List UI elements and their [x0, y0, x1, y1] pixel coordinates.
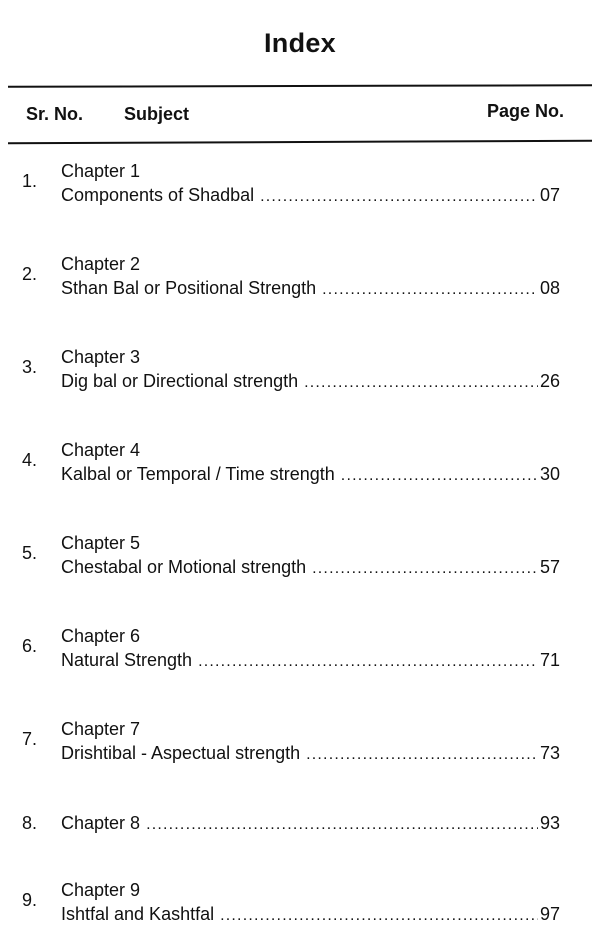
- entry-chapter: Chapter 4: [61, 440, 141, 460]
- entry-leader-line: [61, 743, 560, 764]
- entry-page: 73: [539, 743, 560, 763]
- entry-number: 9.: [22, 890, 38, 910]
- entry-number: 1.: [22, 171, 38, 191]
- index-entry: [0, 161, 600, 221]
- entry-number: 8.: [22, 813, 38, 833]
- table-header: [0, 101, 600, 128]
- entry-title: Drishtibal - Aspectual strength: [61, 743, 301, 763]
- index-entry: [0, 880, 600, 940]
- entry-leader-line: [61, 904, 560, 925]
- dot-leader: [341, 467, 538, 485]
- page-title: Index: [263, 28, 337, 58]
- index-entry: [0, 440, 600, 500]
- entry-leader-line: [61, 185, 560, 206]
- entry-title: Ishtfal and Kashtfal: [61, 904, 215, 924]
- entry-number: 6.: [22, 636, 38, 656]
- entry-chapter: Chapter 7: [61, 719, 141, 739]
- entry-number: 2.: [22, 264, 38, 284]
- entry-chapter: Chapter 9: [61, 880, 141, 900]
- dot-leader: [146, 816, 538, 834]
- entry-title: Chapter 8: [61, 813, 141, 833]
- entry-page: 97: [539, 904, 560, 924]
- index-entry: [0, 719, 600, 779]
- top-divider: [8, 84, 592, 88]
- entry-page: 71: [539, 650, 560, 670]
- entry-leader-line: [61, 464, 560, 485]
- entry-title: Sthan Bal or Positional Strength: [61, 278, 317, 298]
- header-subject: Subject: [124, 104, 190, 124]
- index-entry: [0, 626, 600, 686]
- entry-page: 93: [539, 813, 560, 833]
- index-entry: [0, 533, 600, 593]
- entry-page: 30: [539, 464, 560, 484]
- entry-page: 26: [539, 371, 560, 391]
- dot-leader: [306, 746, 538, 764]
- entry-leader-line: [61, 557, 560, 578]
- entry-title: Kalbal or Temporal / Time strength: [61, 464, 335, 484]
- index-entry: [0, 347, 600, 407]
- dot-leader: [322, 281, 538, 299]
- dot-leader: [220, 907, 538, 925]
- entry-leader-line: [61, 813, 560, 834]
- entry-title: Chestabal or Motional strength: [61, 557, 307, 577]
- header-sr-no: Sr. No.: [26, 104, 84, 124]
- entry-number: 7.: [22, 729, 38, 749]
- entry-page: 57: [539, 557, 560, 577]
- entry-number: 3.: [22, 357, 38, 377]
- dot-leader: [198, 653, 538, 671]
- entry-chapter: Chapter 5: [61, 533, 141, 553]
- entry-leader-line: [61, 371, 560, 392]
- entry-leader-line: [61, 278, 560, 299]
- header-divider: [8, 140, 592, 145]
- entry-number: 5.: [22, 543, 38, 563]
- entry-leader-line: [61, 650, 560, 671]
- dot-leader: [304, 374, 538, 392]
- index-entry: [0, 254, 600, 314]
- entry-chapter: Chapter 2: [61, 254, 141, 274]
- dot-leader: [260, 188, 538, 206]
- entry-page: 08: [539, 278, 560, 298]
- header-page-no: Page No.: [487, 101, 565, 121]
- entry-title: Components of Shadbal: [61, 185, 255, 205]
- entry-number: 4.: [22, 450, 38, 470]
- entry-chapter: Chapter 6: [61, 626, 141, 646]
- entry-chapter: Chapter 1: [61, 161, 141, 181]
- dot-leader: [312, 560, 538, 578]
- entry-title: Dig bal or Directional strength: [61, 371, 299, 391]
- entry-title: Natural Strength: [61, 650, 193, 670]
- entry-page: 07: [539, 185, 560, 205]
- entry-chapter: Chapter 3: [61, 347, 141, 367]
- index-entry: [0, 803, 600, 863]
